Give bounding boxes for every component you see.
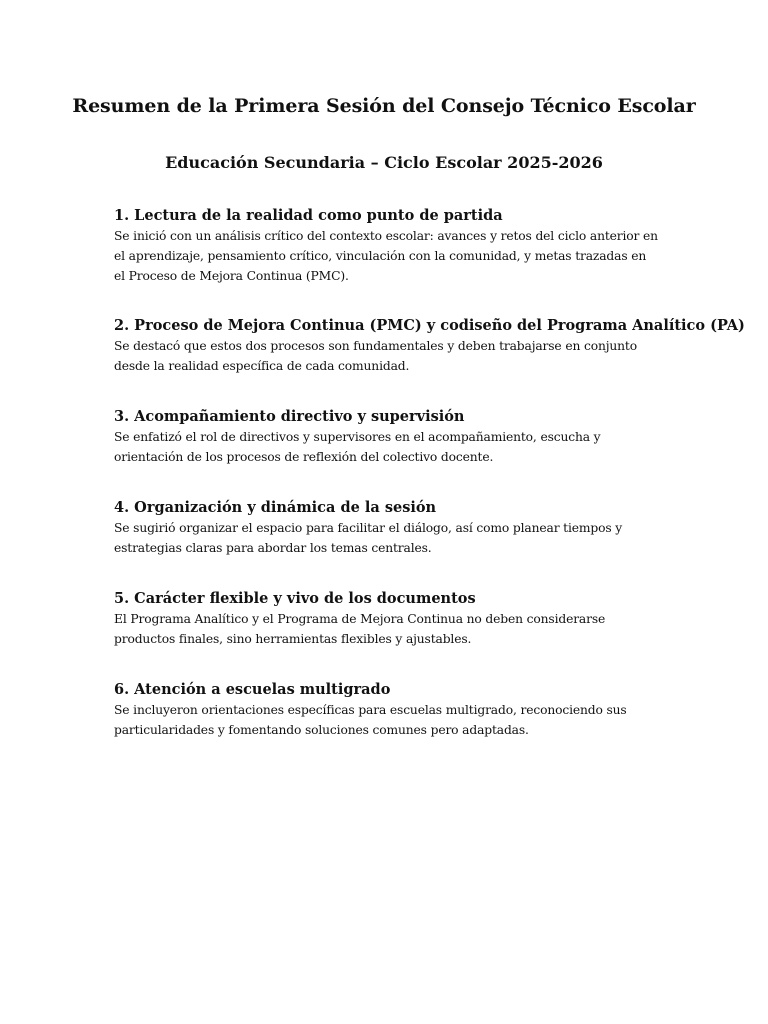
section-body: Se destacó que estos dos procesos son fundamentales y deben trabajarse en conjunto desde la realidad específica de cada comunidad. <box>114 339 637 373</box>
section-heading: 4. Organización y dinámica de la sesión <box>114 499 437 516</box>
section-heading: 6. Atención a escuelas multigrado <box>114 681 391 698</box>
section-body: Se incluyeron orientaciones específicas para escuelas multigrado, reconociendo sus particularidades y fomentando soluciones comunes pero adaptadas. <box>114 703 627 737</box>
section-heading: 3. Acompañamiento directivo y supervisión <box>114 408 465 425</box>
section-body: El Programa Analítico y el Programa de Mejora Continua no deben considerarse productos finales, sino herramientas flexibles y ajustables. <box>114 612 606 646</box>
document-title: Resumen de la Primera Sesión del Consejo Técnico Escolar <box>72 95 696 117</box>
section-6 <box>114 680 659 740</box>
section-3 <box>114 407 659 467</box>
section-body: Se enfatizó el rol de directivos y supervisores en el acompañamiento, escucha y orientación de los procesos de reflexión del colectivo docente. <box>114 430 601 464</box>
section-4 <box>114 498 659 558</box>
section-body: Se inició con un análisis crítico del contexto escolar: avances y retos del ciclo anterior en el aprendizaje, pensamiento crítico, vinculación con la comunidad, y metas trazadas en el Proceso de Mejora Continua (PMC). <box>114 229 658 283</box>
section-heading: 1. Lectura de la realidad como punto de partida <box>114 207 503 224</box>
section-heading: 5. Carácter flexible y vivo de los documentos <box>114 590 476 607</box>
section-heading: 2. Proceso de Mejora Continua (PMC) y codiseño del Programa Analítico (PA) <box>114 317 745 334</box>
section-body: Se sugirió organizar el espacio para facilitar el diálogo, así como planear tiempos y estrategias claras para abordar los temas centrales. <box>114 521 623 555</box>
section-1 <box>114 206 659 286</box>
document-subtitle: Educación Secundaria – Ciclo Escolar 2025-2026 <box>165 153 603 172</box>
section-5 <box>114 589 659 649</box>
section-2 <box>114 316 745 376</box>
